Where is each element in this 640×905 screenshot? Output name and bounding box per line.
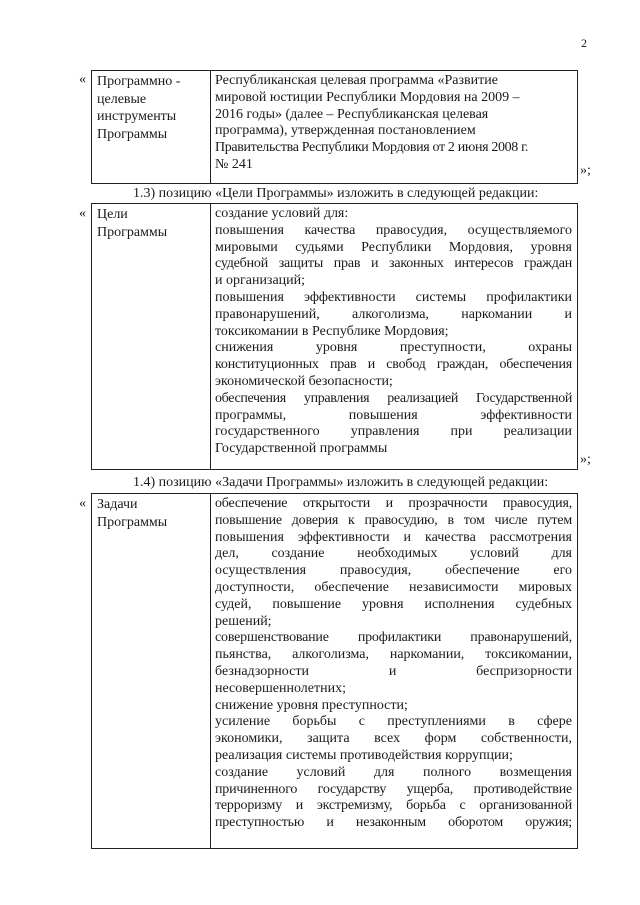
text-line: правонарушений, алкоголизма, наркомании и [215, 306, 572, 322]
text-line: токсикомании в Республике Мордовия; [215, 323, 449, 339]
program-tasks-text [215, 496, 572, 832]
program-instruments-text [215, 73, 572, 174]
program-tasks-table [91, 493, 578, 849]
text-line: программы, повышения эффективности [215, 407, 572, 423]
amendment-1-3: 1.3) позицию «Цели Программы» изложить в следующей редакции: [133, 186, 539, 201]
text-line: преступностью и незаконным оборотом оружия; [215, 815, 572, 831]
text-line: обеспечения управления реализацией Государственной [215, 390, 572, 406]
text-line: решений; [215, 613, 272, 629]
text-line: 2016 годы» (далее – Республиканская целевая [215, 106, 489, 122]
opening-quote: « [79, 496, 86, 511]
column-divider [210, 71, 211, 183]
closing-quote: »; [580, 163, 591, 178]
text-line: совершенствование профилактики правонарушений, [215, 630, 572, 646]
text-line: повышения качества правосудия, осуществляемого [215, 222, 572, 238]
text-line: повышения эффективности и качества рассмотрения [215, 529, 572, 545]
text-line: мировой юстиции Республики Мордовия на 2009 – [215, 89, 520, 105]
program-goals-text [215, 206, 572, 458]
closing-quote: »; [580, 452, 591, 467]
program-goals-table [91, 203, 578, 470]
text-line: создание условий для: [215, 206, 349, 221]
text-line: мировыми судьями Республики Мордовия, уровня [215, 239, 572, 255]
text-line: осуществления правосудия, обеспечение его [215, 563, 572, 579]
text-line: реализация системы противодействия коррупции; [215, 747, 513, 763]
amendment-1-4: 1.4) позицию «Задачи Программы» изложить в следующей редакции: [133, 475, 549, 490]
text-line: снижение уровня преступности; [215, 697, 408, 713]
text-line: терроризму и экстремизму, борьба с организованной [215, 798, 572, 814]
program-instruments-table [91, 70, 578, 184]
opening-quote: « [79, 206, 86, 221]
text-line: экономики, защита всех форм собственности, [215, 731, 572, 747]
text-line: создание условий для полного возмещения [215, 764, 572, 780]
text-line: судей, повышение уровня исполнения судебных [215, 596, 572, 612]
text-line: повышения эффективности системы профилактики [215, 289, 572, 305]
text-line: программа), утвержденная постановлением [215, 123, 476, 139]
text-line: судебной защиты прав и законных интересов граждан [215, 256, 572, 272]
column-divider [210, 494, 211, 848]
program-goals-label: Цели Программы [97, 207, 168, 240]
text-line: государственного управления при реализации [215, 424, 572, 440]
program-tasks-label: Задачи Программы [97, 497, 168, 530]
text-line: Правительства Республики Мордовия от 2 июня 2008 г. [215, 140, 529, 156]
text-line: обеспечение открытости и прозрачности правосудия, [215, 496, 572, 511]
text-line: Республиканская целевая программа «Развитие [215, 73, 498, 88]
text-line: безнадзорности и беспризорности [215, 663, 572, 679]
text-line: и организаций; [215, 273, 306, 289]
text-line: Государственной программы [215, 441, 388, 457]
text-line: причиненного государству ущерба, противодействие [215, 781, 572, 797]
text-line: повышение доверия к правосудию, в том числе путем [215, 512, 572, 528]
text-line: доступности, обеспечение независимости мировых [215, 579, 572, 595]
opening-quote: « [79, 72, 86, 87]
text-line: усиление борьбы с преступлениями в сфере [215, 714, 572, 730]
text-line: пьянства, алкоголизма, наркомании, токсикомании, [215, 647, 572, 663]
text-line: конституционных прав и свобод граждан, обеспечения [215, 357, 572, 373]
column-divider [210, 204, 211, 469]
text-line: снижения уровня преступности, охраны [215, 340, 572, 356]
text-line: несовершеннолетних; [215, 680, 346, 696]
text-line: экономической безопасности; [215, 373, 393, 389]
text-line: дел, создание необходимых условий для [215, 546, 572, 562]
program-instruments-label: Программно - целевые инструменты Программы [97, 74, 181, 142]
text-line: № 241 [215, 156, 253, 172]
page-number: 2 [581, 36, 587, 50]
